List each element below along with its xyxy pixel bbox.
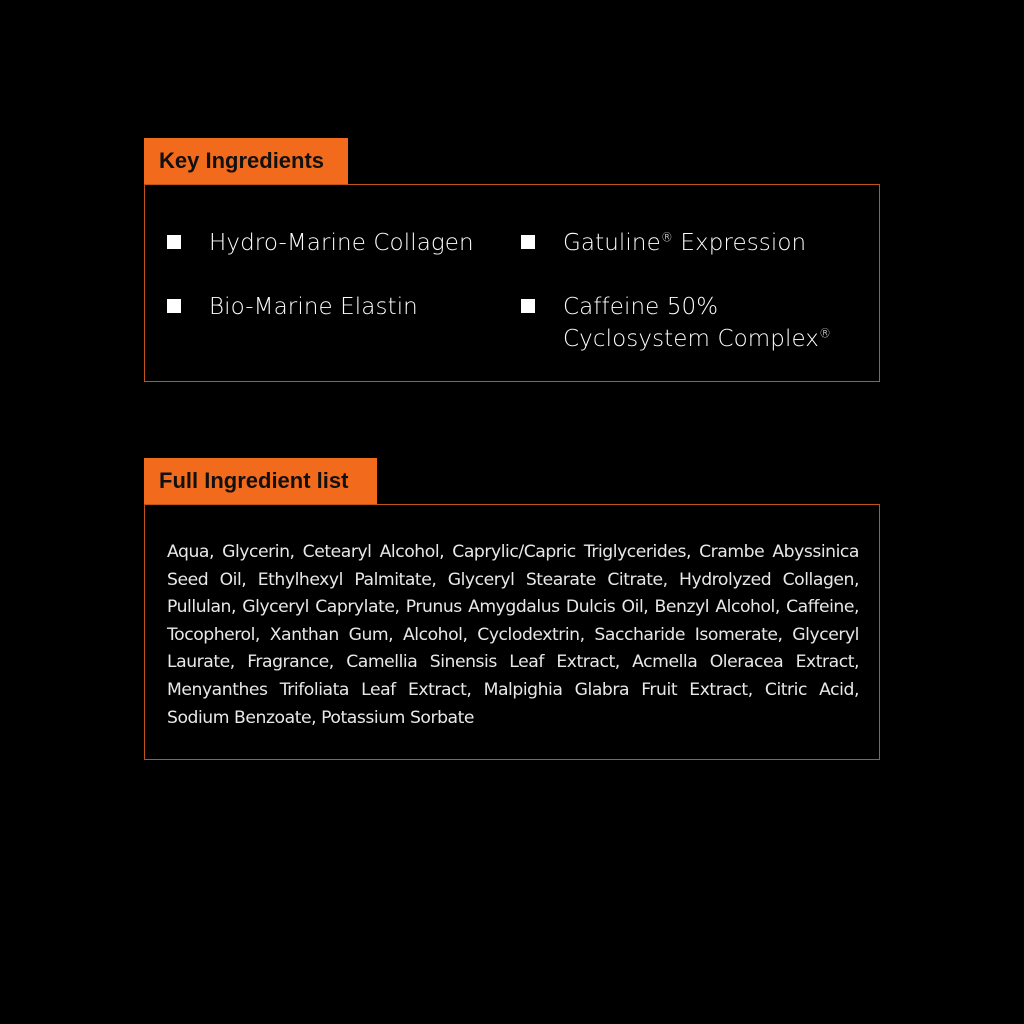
full-ingredient-list-panel (144, 504, 880, 760)
full-ingredient-list-heading: Full Ingredient list (144, 458, 377, 504)
square-bullet-icon (521, 235, 535, 249)
square-bullet-icon (167, 235, 181, 249)
key-ingredient-item (209, 291, 418, 323)
full-ingredient-list-text: Aqua, Glycerin, Cetearyl Alcohol, Caprylic/Capric Triglycerides, Crambe Abyssinica Seed Oil, Ethylhexyl Palmitate, Glyceryl Stearate Citrate, Hydrolyzed Collagen, Pullulan, Glyceryl Caprylate, Prunus Amygdalus Dulcis Oil, Benzyl Alcohol, Caffeine, Tocopherol, Xanthan Gum, Alcohol, Cyclodextrin, Saccharide Isomerate, Glyceryl Laurate, Fragrance, Camellia Sinensis Leaf Extract, Acmella Oleracea Extract, Menyanthes Trifoliata Leaf Extract, Malpighia Glabra Fruit Extract, Citric Acid, Sodium Benzoate, Potassium Sorbate (167, 542, 859, 728)
key-ingredient-item (563, 227, 806, 259)
key-ingredients-panel (144, 184, 880, 382)
key-ingredient-label: Bio-Marine Elastin (209, 294, 418, 320)
key-ingredients-heading: Key Ingredients (144, 138, 348, 184)
key-ingredient-label: Gatuline® Expression (563, 230, 807, 256)
key-ingredient-label: Caffeine 50% Cyclosystem Complex® (563, 294, 832, 352)
key-ingredient-item (563, 291, 863, 355)
registered-mark: ® (819, 326, 832, 341)
square-bullet-icon (167, 299, 181, 313)
key-ingredient-label: Hydro-Marine Collagen (209, 230, 474, 256)
registered-mark: ® (660, 230, 673, 245)
square-bullet-icon (521, 299, 535, 313)
key-ingredient-item (209, 227, 474, 259)
